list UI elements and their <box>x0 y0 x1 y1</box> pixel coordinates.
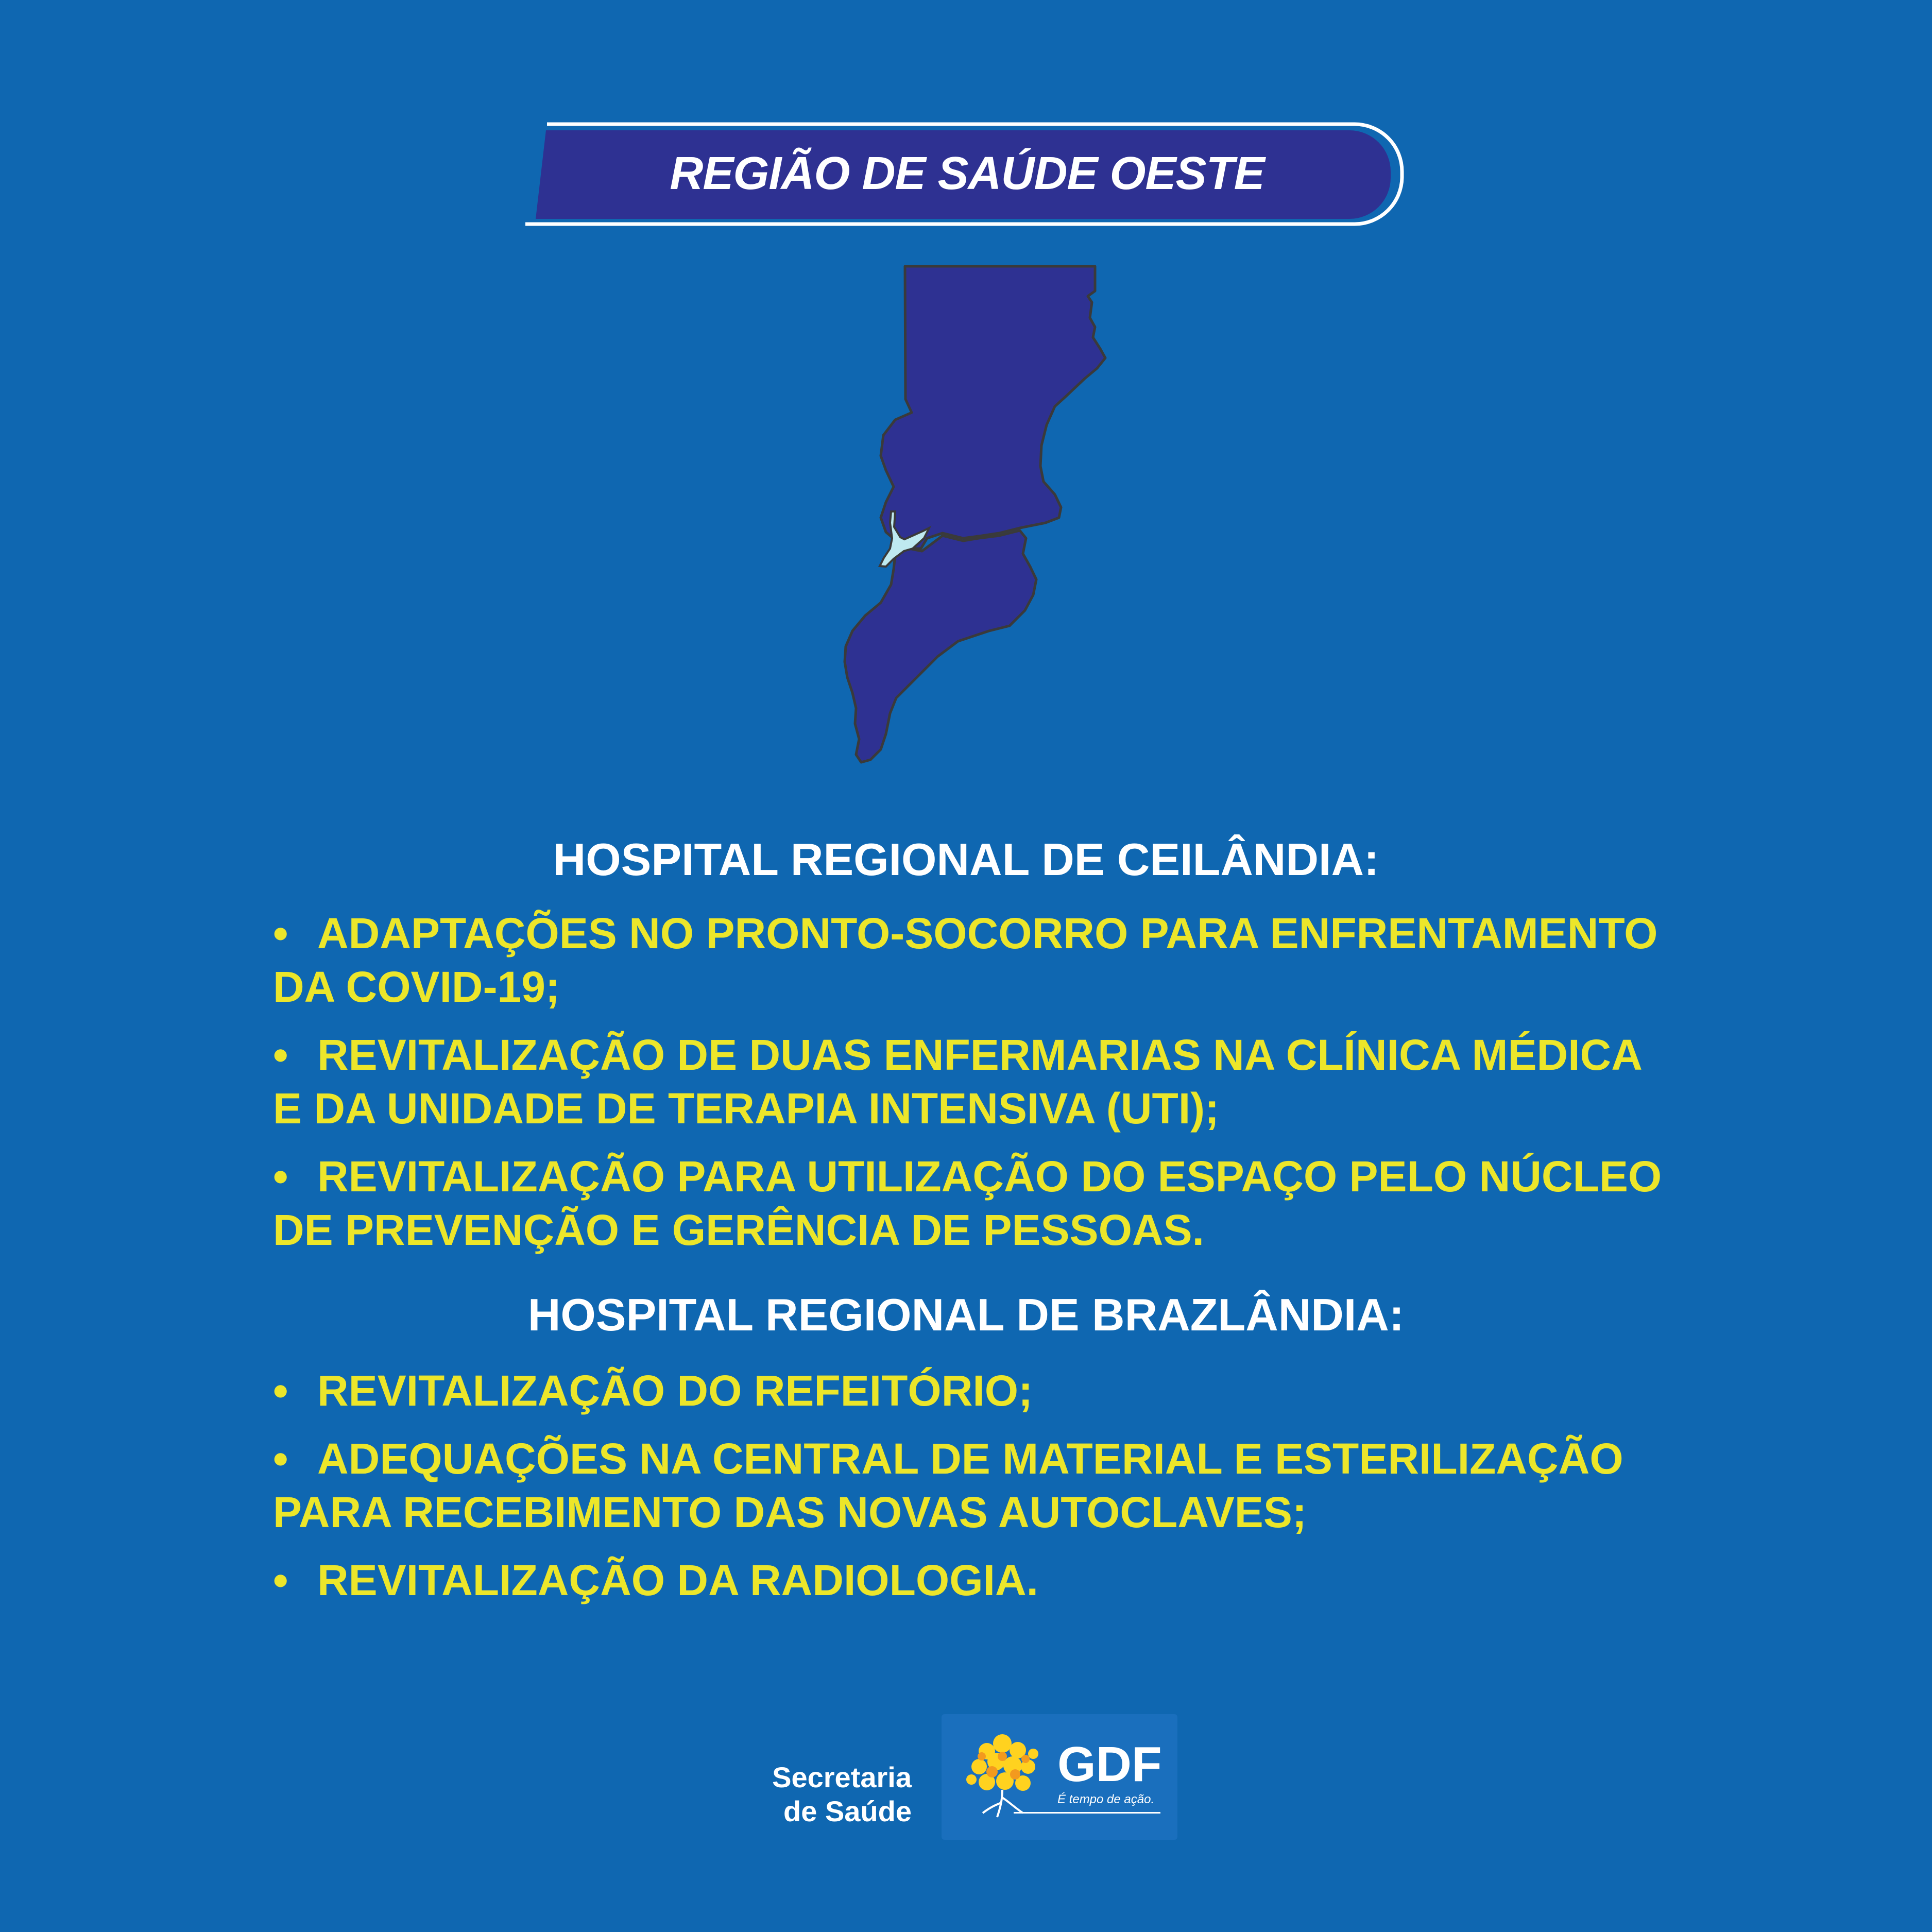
bullet-icon: • <box>273 909 288 958</box>
gdf-tagline: É tempo de ação. <box>1057 1792 1155 1806</box>
list-item-text: REVITALIZAÇÃO PARA UTILIZAÇÃO DO ESPAÇO PELO NÚCLEO DE PREVENÇÃO E GERÊNCIA DE PESSOAS. <box>273 1152 1662 1254</box>
list-item-text: REVITALIZAÇÃO DO REFEITÓRIO; <box>317 1366 1033 1415</box>
list-item-text: ADAPTAÇÕES NO PRONTO-SOCORRO PARA ENFRENTAMENTO DA COVID-19; <box>273 909 1658 1011</box>
north-region-shape <box>881 266 1105 549</box>
list-item <box>273 1432 1679 1539</box>
list-item <box>273 1364 1679 1417</box>
bullet-icon: • <box>273 1031 288 1079</box>
list-item-text: REVITALIZAÇÃO DE DUAS ENFERMARIAS NA CLÍNICA MÉDICA E DA UNIDADE DE TERAPIA INTENSIVA (UTI); <box>273 1031 1641 1133</box>
bullet-icon: • <box>273 1434 288 1483</box>
title-banner <box>525 121 1409 227</box>
secretaria-line-2: de Saúde <box>783 1795 912 1827</box>
south-region-shape <box>845 531 1036 762</box>
secretaria-line-1: Secretaria <box>772 1761 912 1793</box>
list-item <box>273 1028 1679 1135</box>
region-map <box>803 260 1133 770</box>
gdf-wordmark: GDF <box>1057 1737 1162 1792</box>
banner-title: REGIÃO DE SAÚDE OESTE <box>670 148 1264 199</box>
bullet-icon: • <box>273 1366 288 1415</box>
section-heading-brazlandia: HOSPITAL REGIONAL DE BRAZLÂNDIA: <box>527 1289 1405 1340</box>
gdf-logo <box>942 1714 1177 1840</box>
secretaria-de-saude-logo <box>721 1760 912 1828</box>
bullet-icon: • <box>273 1556 288 1604</box>
list-item-text: ADEQUAÇÕES NA CENTRAL DE MATERIAL E ESTERILIZAÇÃO PARA RECEBIMENTO DAS NOVAS AUTOCLAVES; <box>273 1434 1623 1536</box>
gdf-underline <box>1014 1812 1160 1814</box>
bullet-icon: • <box>273 1152 288 1201</box>
section-heading-ceilandia: HOSPITAL REGIONAL DE CEILÂNDIA: <box>553 834 1379 885</box>
list-item <box>273 1150 1679 1257</box>
ceilandia-items <box>273 907 1679 1271</box>
list-item <box>273 1553 1679 1607</box>
list-item-text: REVITALIZAÇÃO DA RADIOLOGIA. <box>317 1556 1038 1604</box>
list-item <box>273 907 1679 1014</box>
brazlandia-items <box>273 1364 1679 1621</box>
